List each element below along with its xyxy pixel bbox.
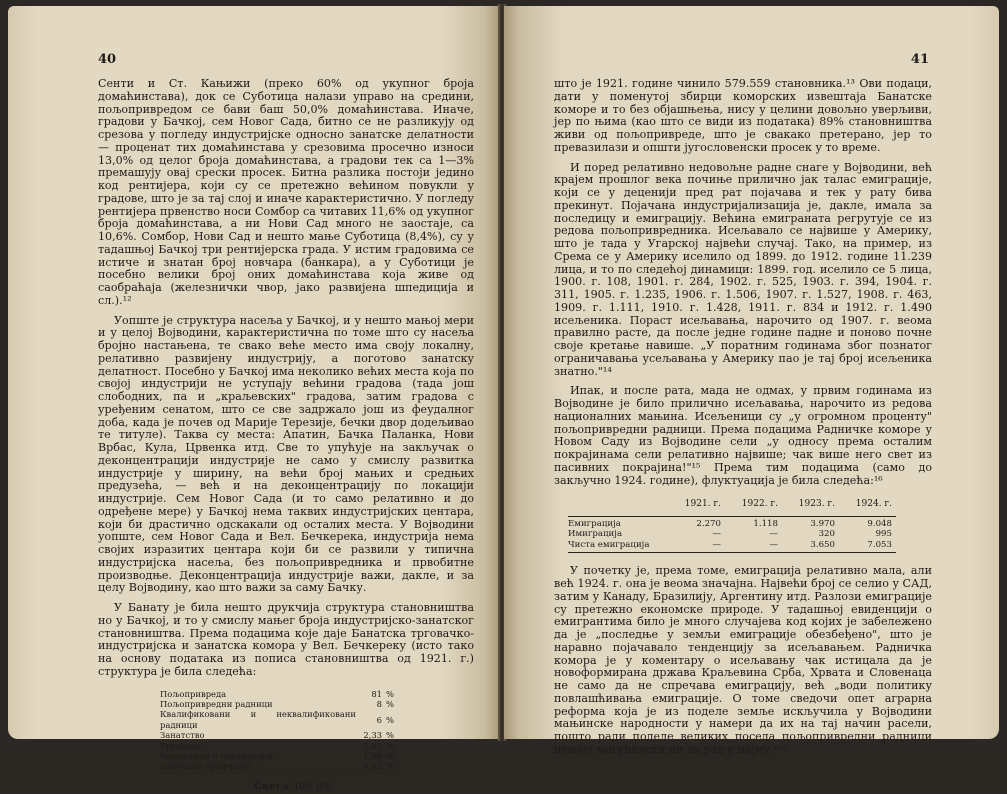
row-label: Пољопривредни радници <box>160 698 273 709</box>
row-unit: % <box>386 740 394 751</box>
paragraph: Уопште је структура насеља у Бачкој, и у нешто мањој мери и у целој Војводини, карактеристична по томе што су насеља бројно настањена, те свако веће место има своју локалну, релативно развијену индустрију, а поготово занатску делатност. Посебно у Бачкој има неколико већих места која по својој индустрији не уступају већини градова (тада још слободних, па и „краљевских" градова, затим градова с уређеним сенатом, што се све задржало још из феудалног доба, када је почев од Марије Терезије, бечки двор додељивао те титуле). Таква су места: Апатин, Бачка Паланка, Нови Врбас, Кула, Црвенка итд. Све то упућује на закључак о деконцентрацији индустрије не само у смислу развитка индустрије у ширину, на већи број мањих и средњих предузећа, — већ и на деконцентрацију по локацији индустрије. Сем Новог Сада (и то само релативно и до одређене мере) у Бачкој нема таквих индустријских центара, који би драстично одскакали од осталих места. У Војводини уопште, сем Новог Сада и Вел. Бечкерека, индустрија нема својих изразитих центара који би се развили у типична индустријска насеља, без пољопривредника и првобитне производње. Деконцентрација индустрије важи, дакле, и за целу Војводину, као што важи за саму Бачку. <box>98 313 474 595</box>
table-row <box>568 516 896 529</box>
paragraph: Сенти и Ст. Кањижи (преко 60% од укупног броја домаћинстава), док се Суботица налази управо на средини, пољопривредом се бави баш 50,0% домаћинстава. Иначе, градови у Бачкој, сем Новог Сада, битно се не разликују од срезова у погледу индустријске односно занатске делатности — проценат тих домаћинстава у срезовима просечно износи 13,0% од целог броја домаћинстава, а градови тек са 1—3% премашују овај срески просек. Битна разлика постоји једино код рентијера, који су се претежно већином повукли у градове, што је за тај слој и иначе карактеристично. У погледу рентијера првенство носи Сомбор са читавих 11,6% од укупног броја домаћинстава, а ни Нови Сад много не заостаје, са 10,6%. Сомбор, Нови Сад и нешто мање Суботица (8,4%), су у тадашњој Бачкој три рентијерска града. У истим градовима се истиче и знатан број новчара (банкара), а у Суботици је посебно велики број оних домаћинстава која живе од саобраћаја (железнички чвор, јако развијена шпедиција и сл.).¹² <box>98 77 474 307</box>
cell: 1.118 <box>725 516 782 529</box>
cell: 9.048 <box>839 516 896 529</box>
row-label: Имиграција <box>568 529 623 540</box>
row-unit: % <box>386 761 400 772</box>
row-unit: % <box>386 750 394 761</box>
paragraph: Ипак, и после рата, мада не одмах, у првим годинама из Војводине је било прилично исељавања, нарочито из редова националних мањина. Исељеници су „у огромном проценту" пољопривредни радници. Према подацима Радничке коморе у Новом Саду из Војводине сели „у односу према осталим покрајинама сели релативно највише; чак више него свет из пасивних покрајина!"¹⁵ Према тим подацима (само до закључно 1924. године), флуктуација је била следећа:¹⁶ <box>554 384 932 487</box>
row-label: Чиновници и пензионери <box>160 750 274 761</box>
row-value: 0,62 <box>356 761 386 772</box>
row-label: Квалификовани и неквалификовани радници <box>160 709 356 730</box>
cell: — <box>712 529 721 540</box>
total-value: 100, 0% <box>293 781 331 792</box>
table-header-row <box>568 499 896 516</box>
row-value: 6 <box>376 714 382 725</box>
cell: 3.650 <box>782 540 839 553</box>
cell: — <box>725 540 782 553</box>
cell: 3.970 <box>782 516 839 529</box>
row-unit: % <box>386 714 394 725</box>
right-page <box>504 6 999 756</box>
row-label: Пољопривреда <box>160 688 227 699</box>
emigration-table <box>568 499 896 553</box>
row-label: Чиста емиграција <box>568 540 668 553</box>
row-label: Слободне професије <box>160 761 356 772</box>
row-value: 1,05 <box>363 740 382 751</box>
table-row <box>160 689 400 699</box>
row-value: 8 <box>376 698 382 709</box>
table-row <box>160 730 400 740</box>
row-label: Занатство <box>160 730 205 741</box>
cell: — <box>769 529 778 540</box>
table-row <box>160 709 400 730</box>
table-row <box>160 741 400 751</box>
paragraph: И поред релативно недовољне радне снаге у Војводини, већ крајем прошлог века почиње прилично јак талас емиграције, који се у деценији пред рат појачава и тек у рату бива прекинут. Појачана индустријализација је, дакле, имала за последицу и емиграцију. Већина емиграната регрутује се из редова пољопривредника. Исељавало се највише у Америку, што је тада у Угарској највећи случај. Тако, на пример, из Срема се у Америку иселило од 1899. до 1912. године 11.239 лица, и то по следећој динамици: 1899. год. иселило се 5 лица, 1900. г. 108, 1901. г. 284, 1902. г. 525, 1903. г. 394, 1904. г. 311, 1905. г. 1.235, 1906. г. 1.506, 1907. г. 1.527, 1908. г. 463, 1909. г. 1.111, 1910. г. 1.428, 1911. г. 834 и 1912. г. 1.490 исељеника. Пораст исељавања, нарочито од 1907. г. веома правилно расте, да после једне године падне и поново почне своје кретање навише. „У поратним годинама због познатог ограничавања усељавања у Америку пао је тај број исељеника знатно."¹⁴ <box>554 160 932 378</box>
left-page <box>8 6 500 792</box>
column-header: 1921. г. <box>684 499 721 510</box>
table-row <box>568 529 896 540</box>
population-structure-table <box>160 689 400 773</box>
cell: — <box>668 540 725 553</box>
right-text-column <box>554 78 932 757</box>
row-value: 81 <box>371 688 382 699</box>
cell: 7.053 <box>839 540 896 553</box>
row-unit: % <box>386 688 394 699</box>
table-row <box>568 540 896 553</box>
cell: 320 <box>818 529 835 540</box>
row-unit: % <box>386 698 394 709</box>
row-label: Трговина <box>160 740 202 751</box>
column-header: 1923. г. <box>798 499 835 510</box>
page-number-right: 41 <box>910 52 929 67</box>
stats-total <box>254 781 474 794</box>
table-row <box>160 751 400 761</box>
row-value: 2,33 <box>363 730 382 741</box>
row-label: Емиграција <box>568 516 668 529</box>
row-value: 1,00 <box>363 750 382 761</box>
cell: 995 <box>875 529 892 540</box>
paragraph: што је 1921. године чинило 579.559 становника.¹³ Ови подаци, дати у поменутој збирци коморских извештаја Банатске коморе и то без објашњења, нису у целини довољно уверљиви, јер по њима (као што се види из података) 89% становништва живи од пољопривреде, што је свакако претерано, јер то превазилази и општи југословенски просек у то време. <box>554 77 932 154</box>
column-header: 1924. г. <box>855 499 892 510</box>
table-row <box>160 761 400 772</box>
table-row <box>160 699 400 709</box>
column-header: 1922. г. <box>741 499 778 510</box>
page-number-left: 40 <box>98 52 117 67</box>
paragraph: У почетку је, према томе, емиграција релативно мала, али већ 1924. г. она је веома значајна. Највећи број се селио у САД, затим у Канаду, Бразилију, Аргентину итд. Разлози емиграције су претежно економске природе. У тадашњој евиденцији о емигрантима било је много случајева код којих је забележено да је „последње у земљи емиграције обезбеђено", што је наравно појачавало тенденцију за исељавањем. Радничка комора је у коментару о исељавању чак истицала да је новоформирана држава Краљевина Срба, Хрвата и Словенаца не само да не спречава емиграцију, већ „води политику повлашћивања емиграције. О томе сведочи опет аграрна реформа која је из поделе земље искључила у Војводини мањинске народности у намери да их на тај начин расели, пошто ради поделе великих поседа пољопривредни радници немају могућности ни за рад у најму."¹⁷ <box>554 564 932 756</box>
left-text-column <box>98 78 474 794</box>
row-unit: % <box>386 730 394 741</box>
total-label: Свега <box>254 781 290 792</box>
cell: 2.270 <box>668 516 725 529</box>
paragraph: У Банату је била нешто друкчија структура становништва но у Бачкој, и то у смислу мањег броја индустријско-занатског становништва. Према подацима које даје Банатска трговачко-индустријска и занатска комора у Вел. Бечкереку (исто тако на основу података из пописа становништва од 1921. г.) структура је била следећа: <box>98 601 474 678</box>
